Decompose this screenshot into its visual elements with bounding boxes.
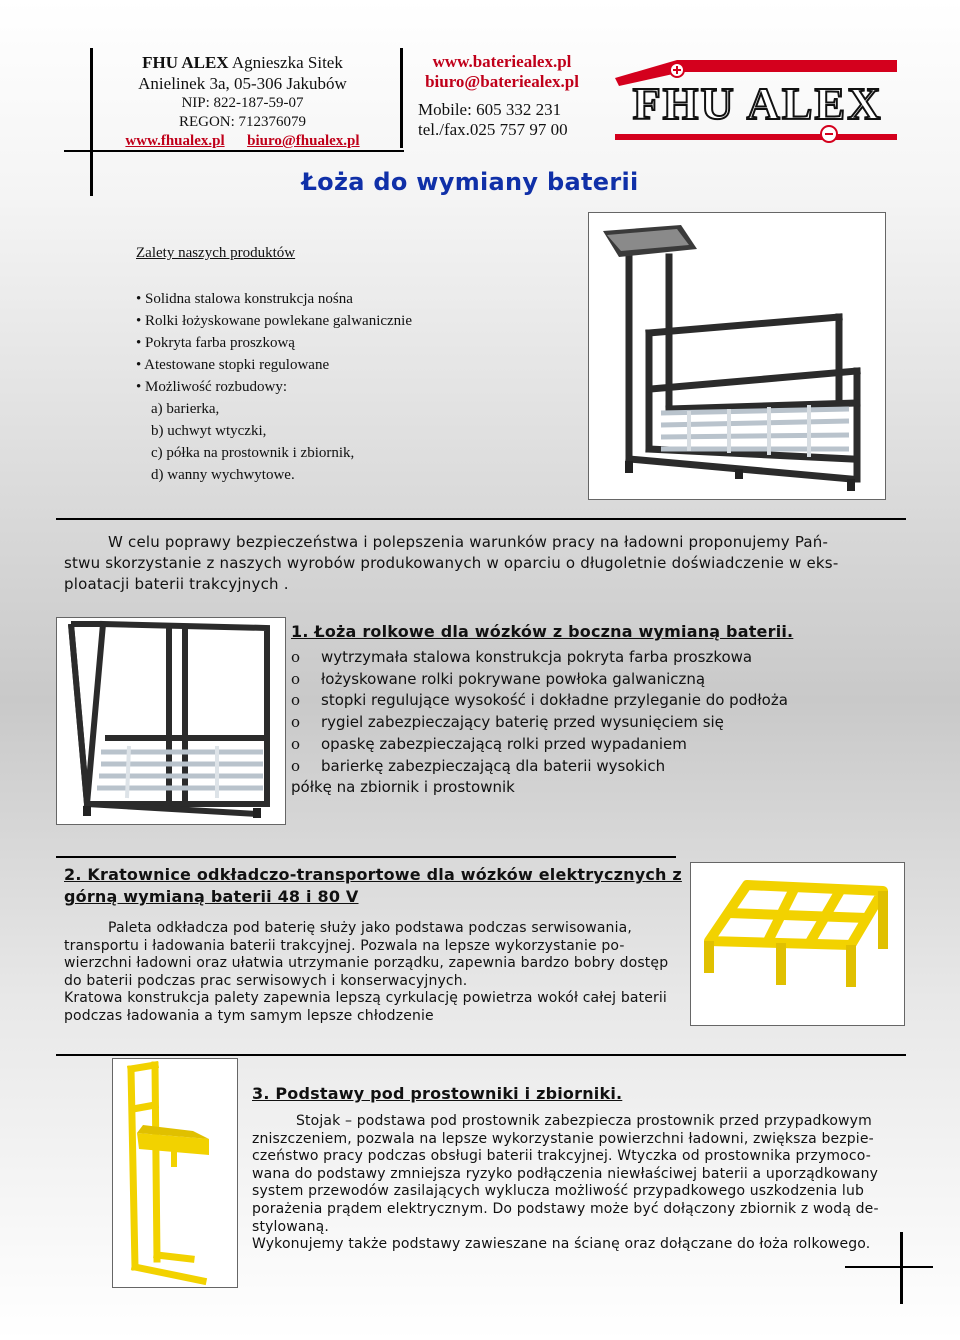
- header-divider-vertical: [90, 48, 93, 196]
- section-3-heading: 3. Podstawy pod prostowniki i zbiorniki.: [252, 1084, 623, 1103]
- email2-link[interactable]: biuro@bateriealex.pl: [425, 72, 579, 91]
- section-3-divider: [56, 1054, 906, 1056]
- yellow-pallet-photo: [690, 862, 905, 1026]
- intro-paragraph: [64, 532, 894, 595]
- advantage-item: • Rolki łożyskowane powlekane galwanicznie: [136, 313, 412, 329]
- advantages-section: [136, 242, 536, 486]
- company-address: Anielinek 3a, 05-306 Jakubów: [138, 74, 347, 93]
- advantage-item: • Atestowane stopki regulowane: [136, 357, 330, 373]
- contact-info: [412, 52, 592, 140]
- advantage-subitem: a) barierka,: [151, 401, 220, 417]
- roller-bed-side-illustration: [57, 618, 285, 824]
- bullet-marker: o: [291, 691, 301, 710]
- section-3-paragraph: Stojak – podstawa pod prostownik zabezpiecza prostownik przed przypadkowym zniszczeniem, pozwala na lepsze wykorzystanie powierzchni ładowni, zwiększa bezpie- czeństwo pracy podczas obsługi baterii trakcyjnej. Wtyczka od prostownika przymoco- wana do podstawy zmniejsza ryzyko podłączenia niewłaściwej baterii a uporządkowany system przewodów zasilających wyklucza możliwość przypadkowego uszkodzenia lub porażenia prądem elektrycznym. Do podstawy może być dołączony zbiornik z wodą de- stylowaną. Wykonujemy także podstawy zawieszane na ścianę oraz dołączane do łoża rolkowego.: [252, 1113, 879, 1253]
- list-item: o barierkę zabezpieczającą dla baterii wysokich: [291, 756, 911, 778]
- bullet-marker: o: [291, 669, 301, 688]
- intro-line: stwu skorzystanie z naszych wyrobów produkowanych w oparciu o długoletnie doświadczenie w eks-: [64, 554, 839, 572]
- advantage-subitem: b) uchwyt wtyczki,: [151, 423, 267, 439]
- bullet-marker: o: [291, 734, 301, 753]
- yellow-stand-photo: [112, 1058, 238, 1288]
- mobile-number: Mobile: 605 332 231: [418, 100, 562, 119]
- bullet-marker: o: [291, 756, 301, 775]
- page-title: Łoża do wymiany baterii: [301, 168, 639, 196]
- roller-bed-illustration: [589, 213, 885, 499]
- website2-link[interactable]: www.bateriealex.pl: [432, 52, 572, 71]
- section-1: [291, 622, 911, 799]
- section-1-heading: 1. Łoża rolkowe dla wózków z boczna wymianą baterii.: [291, 622, 794, 641]
- section-3: [252, 1084, 902, 1254]
- list-item: o łożyskowane rolki pokrywane powłoka galwaniczną: [291, 669, 911, 691]
- logo-text: FHU ALEX: [632, 78, 883, 129]
- header-divider-vertical-2: [400, 48, 403, 148]
- phone-number: tel./fax.025 757 97 00: [418, 120, 568, 139]
- stand-illustration: [113, 1059, 237, 1287]
- bullet-marker: o: [291, 648, 301, 666]
- company-name: FHU ALEX Agnieszka Sitek: [142, 53, 343, 72]
- advantage-item: • Pokryta farba proszkową: [136, 335, 295, 351]
- intro-line: W celu poprawy bezpieczeństwa i polepszenia warunków pracy na ładowni proponujemy Pań-: [108, 533, 829, 551]
- website-link[interactable]: www.fhualex.pl: [125, 133, 225, 149]
- bullet-marker: o: [291, 713, 301, 732]
- advantage-item: • Solidna stalowa konstrukcja nośna: [136, 291, 353, 307]
- intro-line: ploatacji baterii trakcyjnych .: [64, 575, 289, 593]
- fhu-alex-logo: [607, 56, 907, 146]
- section-2-divider: [56, 856, 676, 858]
- list-item: o opaskę zabezpieczającą rolki przed wypadaniem: [291, 734, 911, 756]
- intro-divider: [56, 518, 906, 520]
- roller-bed-with-shelf-photo: [588, 212, 886, 500]
- roller-bed-photo: [56, 617, 286, 825]
- company-info: [100, 52, 385, 151]
- list-item: o rygiel zabezpieczający baterię przed wysunięciem się: [291, 712, 911, 734]
- footer-divider-horizontal: [845, 1266, 933, 1268]
- list-item: o stopki regulujące wysokość i dokładne przyleganie do podłoża: [291, 690, 911, 712]
- section-2-paragraph: Paleta odkładcza pod baterię służy jako podstawa podczas serwisowania, transportu i ładowania baterii trakcyjnej. Pozwala na lepsze wykorzystanie po- wierzchni ładowni oraz ułatwia utrzymanie porządku, zapewnia bardzo bobry dostęp do baterii podczas prac serwisowych i konserwacyjnych. Kratowa konstrukcja palety zapewnia lepszą cyrkulację powietrza wokół całej baterii podczas ładowania a tym samym lepsze chłodzenie: [64, 920, 669, 1024]
- advantage-subitem: d) wanny wychwytowe.: [151, 467, 295, 483]
- company-regon: REGON: 712376079: [178, 114, 307, 130]
- list-item-tail: półkę na zbiornik i prostownik: [291, 778, 515, 797]
- section-2: [64, 864, 690, 1026]
- section-1-bullets: [291, 647, 911, 799]
- company-nip: NIP: 822-187-59-07: [181, 95, 304, 111]
- advantage-item: • Możliwość rozbudowy:: [136, 379, 288, 395]
- company-links: [100, 132, 385, 151]
- advantages-heading: Zalety naszych produktów: [136, 245, 296, 261]
- section-2-heading: 2. Kratownice odkładczo-transportowe dla wózków elektrycznych z górną wymianą baterii 48 i 80 V: [64, 865, 682, 906]
- email-link[interactable]: biuro@fhualex.pl: [247, 133, 360, 149]
- list-item: o wytrzymała stalowa konstrukcja pokryta farba proszkowa: [291, 647, 911, 669]
- advantage-subitem: c) półka na prostownik i zbiornik,: [151, 445, 355, 461]
- pallet-illustration: [691, 863, 904, 1025]
